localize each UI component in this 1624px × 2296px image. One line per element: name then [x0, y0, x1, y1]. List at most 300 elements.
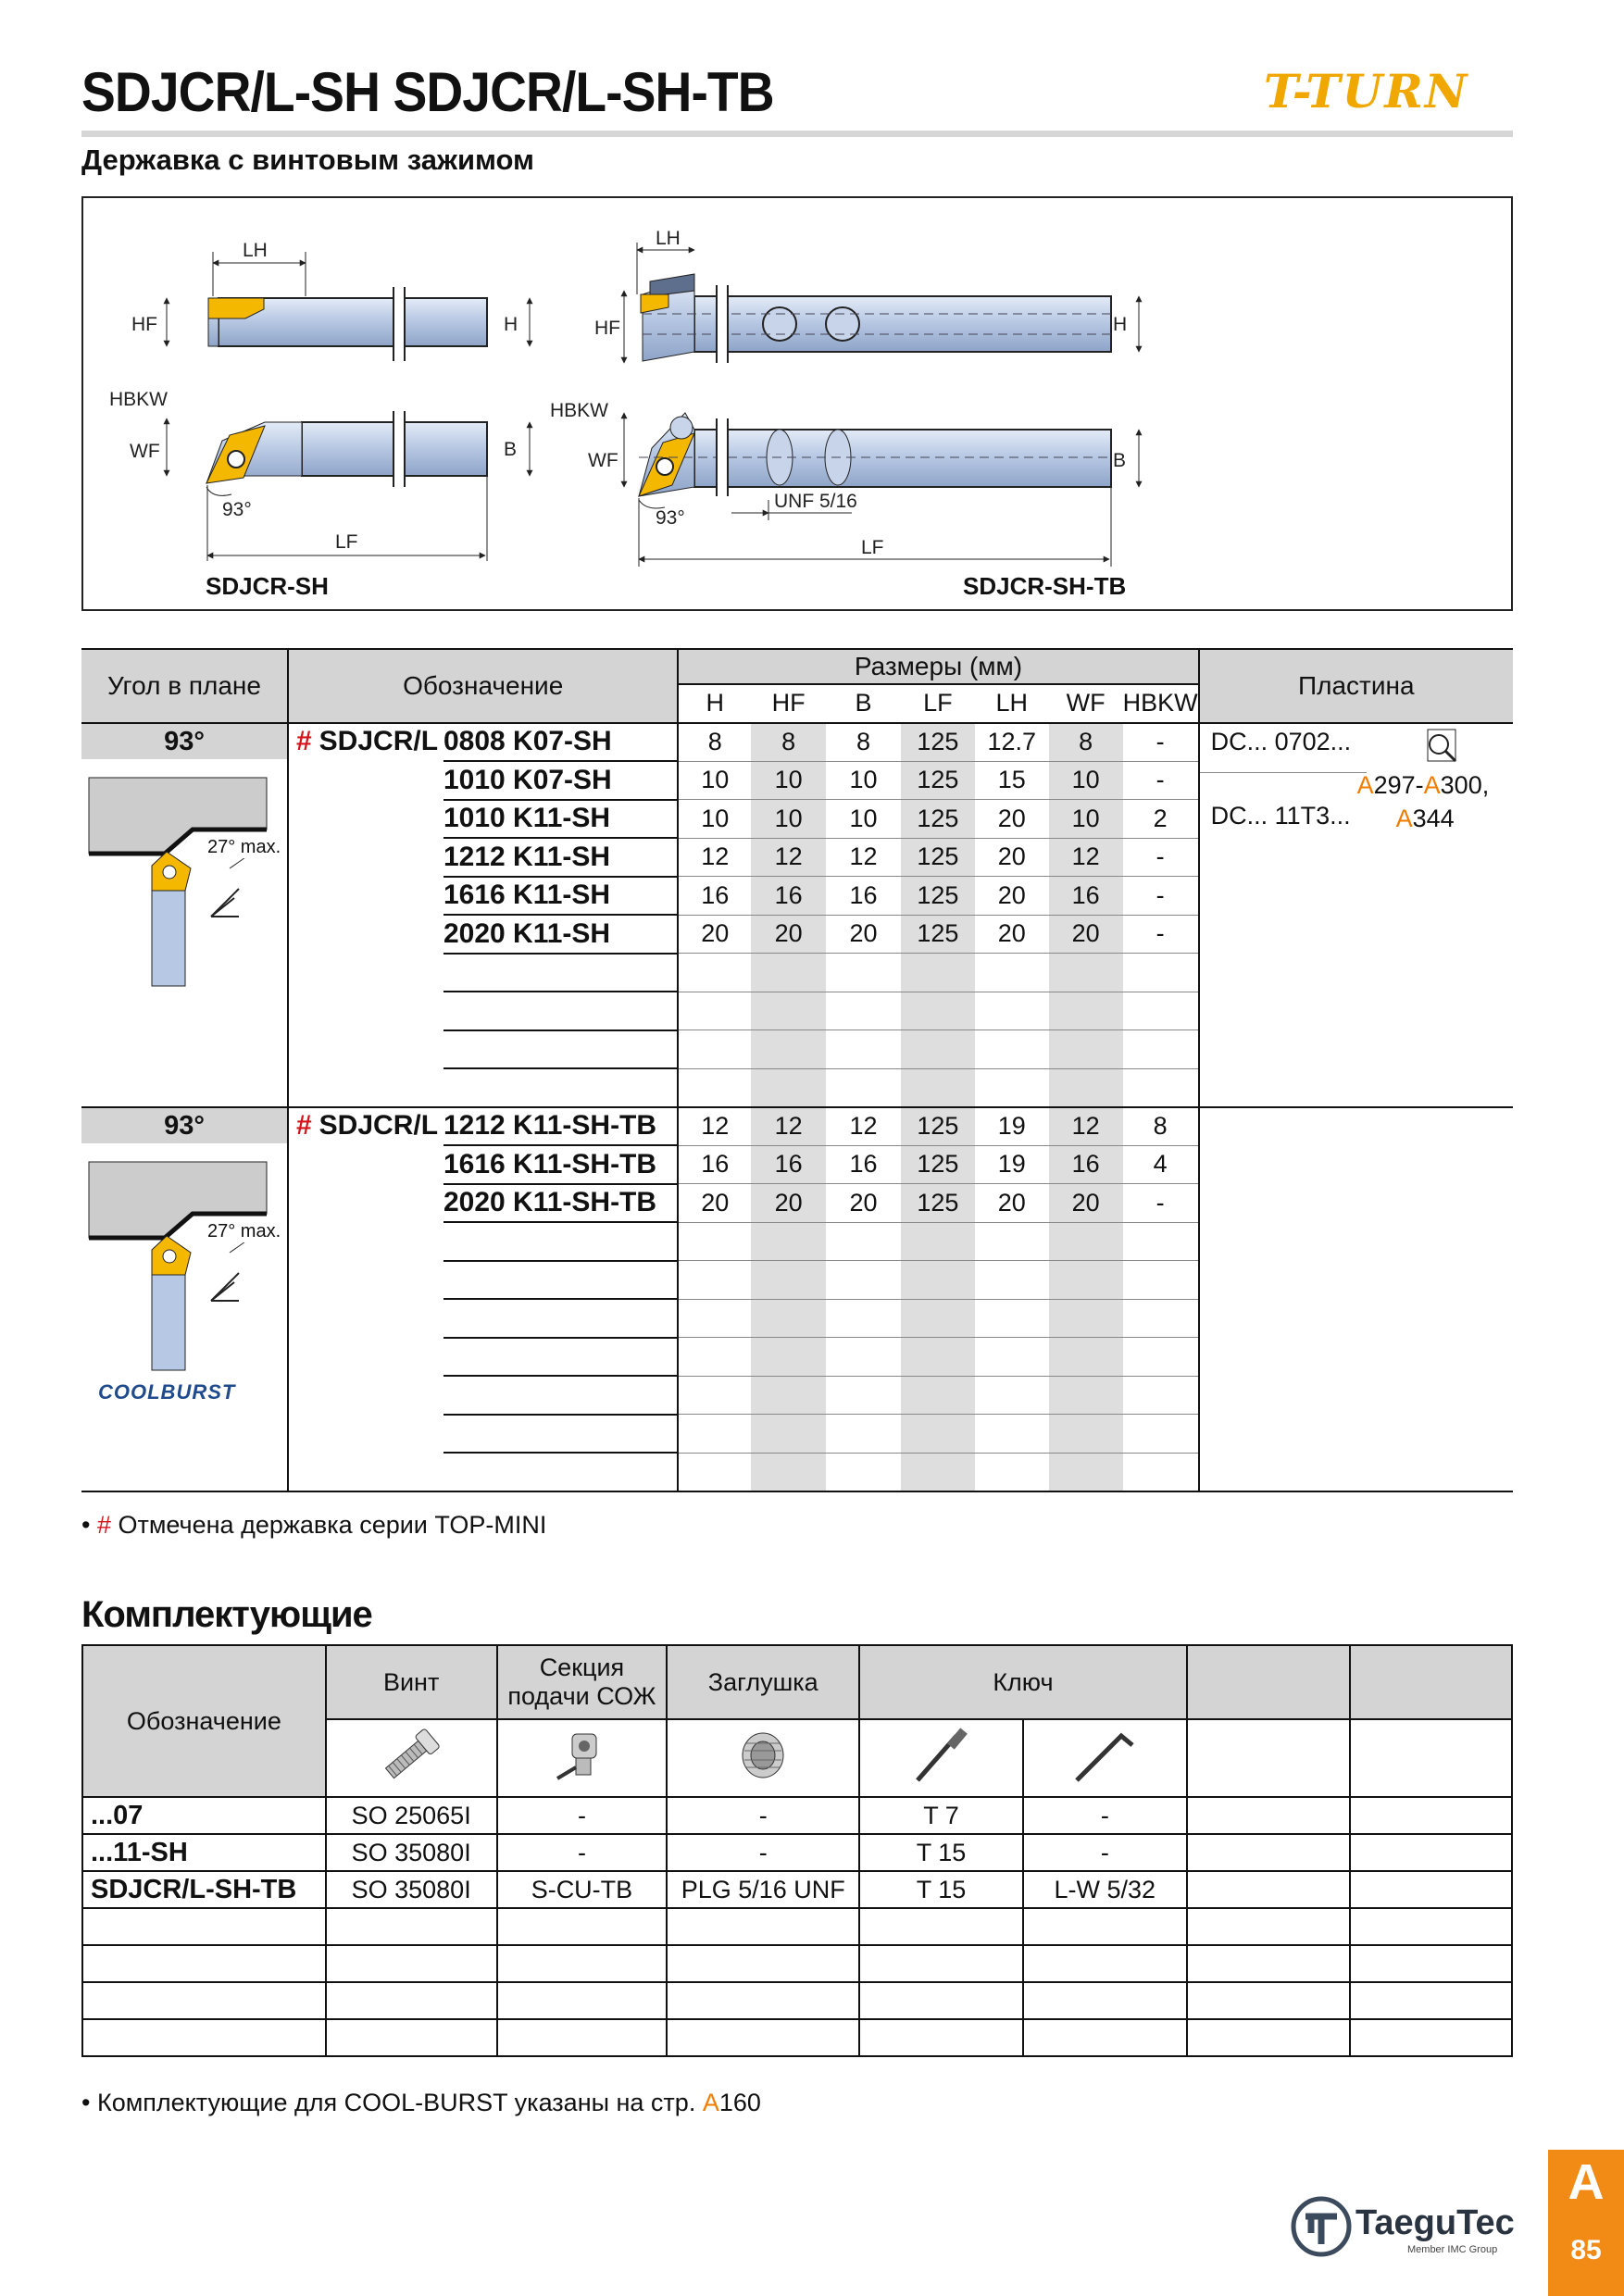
dim-value-lf: 125: [901, 761, 975, 800]
dim-value-h: [678, 1222, 751, 1261]
plug-icon: [667, 1719, 859, 1797]
accessory-plug: [667, 2019, 859, 2056]
dim-value-hf: 10: [751, 761, 826, 800]
dim-value-hf: 20: [751, 1184, 826, 1223]
accessory-name: [82, 1945, 326, 1982]
footnote2-ref-page: 160: [718, 2089, 761, 2116]
accessory-screw: [326, 1982, 497, 2019]
acc-header-designation: Обозначение: [82, 1645, 326, 1797]
dim-value-h: [678, 992, 751, 1030]
dim-value-lf: 125: [901, 877, 975, 916]
accessory-empty: [1350, 1871, 1512, 1908]
designation-code: [443, 1415, 678, 1454]
designation-code: [443, 1068, 678, 1107]
accessory-name: [82, 1908, 326, 1945]
dim-value-b: 8: [856, 728, 870, 755]
accessory-plug: -: [667, 1797, 859, 1834]
dim-value-hbkw: [1123, 1068, 1199, 1107]
col-wf: WF: [1049, 684, 1123, 723]
accessory-key1: [859, 1908, 1023, 1945]
dim-value-wf: [1049, 1338, 1123, 1377]
screw-icon: [326, 1719, 497, 1797]
dim-value-lh: 20: [975, 838, 1049, 877]
accessory-empty: [1350, 1797, 1512, 1834]
footnote-topmini: [81, 1511, 546, 1540]
acc-header-empty-2: [1350, 1645, 1512, 1719]
accessory-row: [82, 1908, 1512, 1945]
dimensions-table: [81, 648, 1513, 1492]
dim-value-lf: [901, 1068, 975, 1107]
accessory-screw: SO 35080I: [326, 1834, 497, 1871]
dim-value-hbkw: [1123, 954, 1199, 992]
dim-value-b: 10: [826, 800, 901, 839]
dim-value-b: [826, 1068, 901, 1107]
topmini-mark: #: [295, 1109, 312, 1141]
table-row: [81, 723, 1513, 762]
section-tab: [1548, 2150, 1624, 2296]
wf-label: WF: [130, 441, 160, 462]
angle-cell: [81, 1107, 288, 1491]
topmini-mark: #: [295, 725, 312, 756]
dim-value-h: [678, 1338, 751, 1377]
bullet-icon: •: [81, 2089, 97, 2116]
lf-label: LF: [335, 531, 358, 553]
accessory-plug: -: [667, 1834, 859, 1871]
col-hf: HF: [751, 684, 826, 723]
tb-lf-label: LF: [861, 537, 884, 558]
footnote2-ref-letter: A: [702, 2089, 719, 2116]
header-designation: Обозначение: [288, 649, 678, 723]
dim-value-wf: [1049, 1030, 1123, 1069]
acc-icon-empty-2: [1350, 1719, 1512, 1797]
hbkw-label: HBKW: [109, 389, 168, 410]
approach-angle-icon: [81, 1143, 285, 1375]
max-angle-label: 27° max.: [207, 836, 281, 857]
acc-header-screw: Винт: [326, 1645, 497, 1719]
right-drawing: [550, 228, 1139, 567]
page-ref-a1: A: [1356, 770, 1374, 799]
dim-value-b: [826, 1030, 901, 1069]
taegutec-logo: [1289, 2194, 1539, 2259]
accessory-key2: L-W 5/32: [1023, 1871, 1187, 1908]
dim-value-lf: [901, 954, 975, 992]
dim-value-hbkw: -: [1123, 1184, 1199, 1223]
page-ref-a2: A: [1423, 770, 1441, 799]
dim-value-h: 20: [678, 915, 751, 954]
dim-value-b: [826, 1222, 901, 1261]
dim-value-lh: [975, 1030, 1049, 1069]
dim-value-h: 16: [678, 877, 751, 916]
insert-divider: [1200, 772, 1367, 773]
dim-value-h: [678, 1030, 751, 1069]
accessory-empty: [1350, 1834, 1512, 1871]
tb-holder-side-shank: [694, 430, 1111, 487]
dim-value-lh: [975, 1068, 1049, 1107]
acc-header-coolant-l2: подачи СОЖ: [507, 1682, 656, 1710]
section-letter: A: [1568, 2154, 1605, 2210]
accessory-row: [82, 2019, 1512, 2056]
dim-value-b: [826, 1261, 901, 1300]
lh-label: LH: [243, 240, 268, 261]
col-b: B: [826, 684, 901, 723]
dim-value-lh: 20: [975, 877, 1049, 916]
page-ref-p3: 344: [1412, 804, 1455, 832]
dim-value-lf: 125: [901, 800, 975, 839]
hex-key-icon: [1023, 1719, 1187, 1797]
accessory-name: [82, 2019, 326, 2056]
accessory-screw: [326, 1908, 497, 1945]
dim-value-wf: 16: [1049, 877, 1123, 916]
accessories-table: [81, 1644, 1513, 2057]
angle-value: 93°: [81, 1108, 287, 1143]
dim-value-hbkw: [1123, 1453, 1199, 1491]
torx-key-icon: [859, 1719, 1023, 1797]
accessory-key1: T 15: [859, 1834, 1023, 1871]
designation-prefix-cell: [288, 723, 443, 1107]
col-hbkw: HBKW: [1123, 684, 1199, 723]
accessory-key1: [859, 2019, 1023, 2056]
col-h: H: [678, 684, 751, 723]
accessory-empty: [1350, 1908, 1512, 1945]
dim-value-lh: 15: [975, 761, 1049, 800]
accessory-empty: [1187, 2019, 1351, 2056]
dim-value-b: [826, 1415, 901, 1454]
dim-value-hf: [751, 1068, 826, 1107]
dim-value-h: 8: [707, 728, 722, 755]
dim-value-hbkw: [1123, 1376, 1199, 1415]
accessory-empty: [1187, 1982, 1351, 2019]
dim-value-wf: [1049, 954, 1123, 992]
accessory-empty: [1350, 2019, 1512, 2056]
dim-value-lf: [901, 1222, 975, 1261]
dim-value-b: [826, 992, 901, 1030]
dim-value-b: [826, 1299, 901, 1338]
designation-code: 1616 K11-SH-TB: [443, 1145, 678, 1184]
designation-code: 2020 K11-SH-TB: [443, 1184, 678, 1223]
dim-value-b: 16: [826, 877, 901, 916]
dim-value-wf: 12: [1049, 838, 1123, 877]
insert-code-1: DC... 0702...: [1210, 727, 1352, 755]
dim-value-lf: 125: [901, 723, 975, 762]
t-turn-logo: [1264, 64, 1469, 119]
accessory-row: [82, 1871, 1512, 1908]
dim-value-h: [678, 1415, 751, 1454]
magnifier-icon: [1418, 726, 1463, 773]
right-drawing-caption: SDJCR-SH-TB: [963, 572, 1127, 600]
dim-value-b: [826, 1338, 901, 1377]
accessory-empty: [1187, 1834, 1351, 1871]
col-lh: LH: [975, 684, 1049, 723]
accessory-key2: [1023, 2019, 1187, 2056]
accessory-row: [82, 1834, 1512, 1871]
designation-code: [443, 1261, 678, 1300]
dim-value-hbkw: [1123, 1261, 1199, 1300]
dim-value-h: 20: [678, 1184, 751, 1223]
coolant-section-icon: [497, 1719, 668, 1797]
designation-code: [443, 1299, 678, 1338]
angle-cell: [81, 723, 288, 1107]
dim-value-wf: [1049, 1415, 1123, 1454]
accessory-coolant: -: [497, 1797, 668, 1834]
insert-cell: [1199, 723, 1513, 1107]
brand-name: TaeguTec: [1355, 2203, 1515, 2242]
dim-value-b: 12: [826, 1107, 901, 1146]
dim-value-lf: [901, 1299, 975, 1338]
dim-value-wf: 10: [1049, 761, 1123, 800]
dim-value-hbkw: [1123, 1222, 1199, 1261]
insert-info: [1200, 724, 1513, 1085]
dim-value-lh: 20: [975, 1184, 1049, 1223]
dim-value-lf: [901, 992, 975, 1030]
dim-value-b: 20: [826, 1184, 901, 1223]
designation-code: 0808 K07-SH: [443, 723, 678, 762]
dim-value-hf: [751, 1338, 826, 1377]
dim-value-wf: 12: [1049, 1107, 1123, 1146]
dim-value-hf: 8: [751, 723, 826, 762]
accessory-key1: T 15: [859, 1871, 1023, 1908]
dim-value-wf: [1049, 992, 1123, 1030]
accessory-empty: [1187, 1797, 1351, 1834]
dim-value-lh: [975, 954, 1049, 992]
accessory-screw: [326, 2019, 497, 2056]
dim-value-hf: 12: [751, 838, 826, 877]
approach-diagram: [81, 759, 287, 1037]
acc-header-coolant: [497, 1645, 668, 1719]
dim-value-b: 20: [826, 915, 901, 954]
dim-value-lf: 125: [901, 915, 975, 954]
dim-value-lh: [975, 1338, 1049, 1377]
left-drawing-caption: SDJCR-SH: [206, 572, 329, 600]
accessory-key2: [1023, 1945, 1187, 1982]
dim-value-hf: [751, 1030, 826, 1069]
designation-code: 2020 K11-SH: [443, 915, 678, 954]
accessory-screw: [326, 1945, 497, 1982]
tb-hf-label: HF: [594, 318, 620, 339]
dim-value-lh: 20: [975, 800, 1049, 839]
dim-value-hbkw: 4: [1123, 1145, 1199, 1184]
dim-value-b: [826, 954, 901, 992]
designation-code: 1212 K11-SH: [443, 838, 678, 877]
hf-label: HF: [131, 314, 157, 335]
accessory-row: [82, 1945, 1512, 1982]
page-ref-p1: 297-: [1373, 770, 1424, 799]
dim-value-hbkw: -: [1123, 877, 1199, 916]
designation-code: [443, 1376, 678, 1415]
tb-h-label: H: [1113, 314, 1128, 335]
dim-value-lf: 125: [901, 1107, 975, 1146]
dim-value-h: [678, 1299, 751, 1338]
accessory-name: ...11-SH: [82, 1834, 326, 1871]
dim-value-hbkw: 8: [1123, 1107, 1199, 1146]
accessory-coolant: [497, 2019, 668, 2056]
approach-angle-icon: [81, 759, 285, 991]
dim-value-lf: [901, 1453, 975, 1491]
acc-header-coolant-l1: Секция: [539, 1653, 625, 1681]
dim-value-b: 10: [826, 761, 901, 800]
bullet-icon: •: [81, 1511, 97, 1539]
dim-value-hf: 20: [751, 915, 826, 954]
dim-value-hf: [751, 1376, 826, 1415]
accessory-screw: SO 25065I: [326, 1797, 497, 1834]
designation-prefix: SDJCR/L: [319, 725, 439, 756]
accessory-empty: [1187, 1945, 1351, 1982]
approach-diagram: [81, 1143, 287, 1421]
dim-value-hf: [751, 954, 826, 992]
dimensions-table-body: [81, 723, 1513, 1491]
dim-value-hbkw: [1123, 992, 1199, 1030]
accessory-name: SDJCR/L-SH-TB: [82, 1871, 326, 1908]
footnote-mark: #: [96, 1511, 111, 1539]
accessory-plug: [667, 1982, 859, 2019]
dim-value-lf: 125: [901, 1184, 975, 1223]
page-refs: [1357, 768, 1490, 835]
insert-cell-empty: [1199, 1107, 1513, 1491]
dim-value-hf: 16: [751, 877, 826, 916]
designation-code: 1010 K11-SH: [443, 800, 678, 839]
accessory-coolant: S-CU-TB: [497, 1871, 668, 1908]
dim-value-wf: [1049, 1261, 1123, 1300]
coolburst-badge: COOLBURST: [98, 1379, 236, 1404]
dim-value-hbkw: 2: [1123, 800, 1199, 839]
accessory-key1: [859, 1982, 1023, 2019]
designation-prefix-cell: [288, 1107, 443, 1491]
dim-value-wf: [1049, 1222, 1123, 1261]
accessory-key2: [1023, 1982, 1187, 2019]
dim-value-wf: [1049, 1068, 1123, 1107]
dim-value-hf: [751, 1415, 826, 1454]
dim-value-lf: [901, 1338, 975, 1377]
dim-value-wf: 16: [1049, 1145, 1123, 1184]
col-lf: LF: [901, 684, 975, 723]
max-angle-label: 27° max.: [207, 1220, 281, 1242]
accessory-key1: T 7: [859, 1797, 1023, 1834]
designation-code: 1010 K07-SH: [443, 761, 678, 800]
dim-value-wf: [1049, 1453, 1123, 1491]
accessory-coolant: [497, 1982, 668, 2019]
dim-value-lh: [975, 1261, 1049, 1300]
dim-value-hf: 12: [751, 1107, 826, 1146]
logo-text: T-TURN: [1264, 64, 1469, 119]
tb-wf-label: WF: [588, 450, 618, 471]
footnote-coolburst: [81, 2089, 761, 2117]
dim-value-lf: 125: [901, 1145, 975, 1184]
designation-code: [443, 1338, 678, 1377]
dim-value-h: 10: [678, 800, 751, 839]
accessory-key2: [1023, 1908, 1187, 1945]
dim-value-hbkw: [1123, 1030, 1199, 1069]
dim-value-h: [678, 1261, 751, 1300]
accessories-title: Комплектующие: [81, 1594, 372, 1635]
tb-b-label: B: [1113, 450, 1127, 471]
dim-value-hbkw: -: [1123, 838, 1199, 877]
dim-value-lh: 12.7: [987, 728, 1037, 755]
dim-value-hf: 10: [751, 800, 826, 839]
designation-code: 1212 K11-SH-TB: [443, 1107, 678, 1146]
dim-value-hbkw: [1123, 1299, 1199, 1338]
accessory-empty: [1187, 1908, 1351, 1945]
dim-value-wf: 20: [1049, 1184, 1123, 1223]
dim-value-wf: 20: [1049, 915, 1123, 954]
dim-value-lh: [975, 1299, 1049, 1338]
accessory-coolant: -: [497, 1834, 668, 1871]
dim-value-h: 12: [678, 838, 751, 877]
dim-value-lf: [901, 1415, 975, 1454]
designation-code: [443, 1030, 678, 1069]
accessory-plug: [667, 1908, 859, 1945]
dim-value-wf: 10: [1049, 800, 1123, 839]
acc-icon-empty-1: [1187, 1719, 1351, 1797]
designation-code: [443, 1222, 678, 1261]
accessory-plug: [667, 1945, 859, 1982]
page-ref-a3: A: [1395, 804, 1413, 832]
left-drawing: [109, 240, 530, 561]
dim-value-lf: [901, 1376, 975, 1415]
drawing-box: [81, 196, 1513, 611]
page-number: 85: [1570, 2235, 1602, 2265]
dim-value-hbkw: -: [1123, 761, 1199, 800]
header-insert: Пластина: [1199, 649, 1513, 723]
accessory-screw: SO 35080I: [326, 1871, 497, 1908]
tb-unf-label: UNF 5/16: [774, 491, 857, 512]
angle-value: 93°: [81, 724, 287, 759]
accessory-name: [82, 1982, 326, 2019]
dim-value-lf: 125: [901, 838, 975, 877]
acc-header-key: Ключ: [859, 1645, 1187, 1719]
tb-holder-top-shank: [694, 296, 1111, 352]
dim-value-h: 12: [678, 1107, 751, 1146]
dim-value-hf: [751, 1222, 826, 1261]
dim-value-lh: [975, 1222, 1049, 1261]
dim-value-h: [678, 1453, 751, 1491]
designation-code: [443, 954, 678, 992]
dim-value-hf: [751, 992, 826, 1030]
dim-value-lh: [975, 992, 1049, 1030]
dim-value-lf: [901, 1261, 975, 1300]
dim-value-hbkw: -: [1123, 723, 1199, 762]
accessories-table-body: [82, 1797, 1512, 2056]
page-title: SDJCR/L-SH SDJCR/L-SH-TB: [81, 61, 774, 123]
dim-value-b: 16: [826, 1145, 901, 1184]
dim-value-b: [826, 1376, 901, 1415]
accessory-coolant: [497, 1908, 668, 1945]
dim-value-hbkw: [1123, 1415, 1199, 1454]
acc-header-plug: Заглушка: [667, 1645, 859, 1719]
h-label: H: [504, 314, 518, 335]
dim-value-wf: 8: [1049, 723, 1123, 762]
accessory-row: [82, 1797, 1512, 1834]
title-rule: [81, 131, 1513, 137]
dim-value-wf: [1049, 1299, 1123, 1338]
footnote-text: Отмечена державка серии TOP-MINI: [111, 1511, 547, 1539]
dim-value-h: 10: [678, 761, 751, 800]
accessory-key1: [859, 1945, 1023, 1982]
footnote2-text: Комплектующие для COOL-BURST указаны на стр.: [96, 2089, 703, 2116]
page-subtitle: Державка с винтовым зажимом: [81, 144, 534, 176]
insert-code-2: DC... 11T3...: [1210, 801, 1351, 830]
dim-value-lh: [975, 1376, 1049, 1415]
dim-value-b: 12: [826, 838, 901, 877]
dim-value-h: [678, 1376, 751, 1415]
accessory-plug: PLG 5/16 UNF: [667, 1871, 859, 1908]
accessory-empty: [1187, 1871, 1351, 1908]
header-dimensions: Размеры (мм): [678, 649, 1198, 684]
dim-value-hbkw: [1123, 1338, 1199, 1377]
designation-code: [443, 1453, 678, 1491]
dim-value-wf: [1049, 1376, 1123, 1415]
brand-sub: Member IMC Group: [1407, 2244, 1498, 2255]
designation-prefix: SDJCR/L: [319, 1109, 439, 1141]
angle-label: 93°: [222, 499, 252, 520]
